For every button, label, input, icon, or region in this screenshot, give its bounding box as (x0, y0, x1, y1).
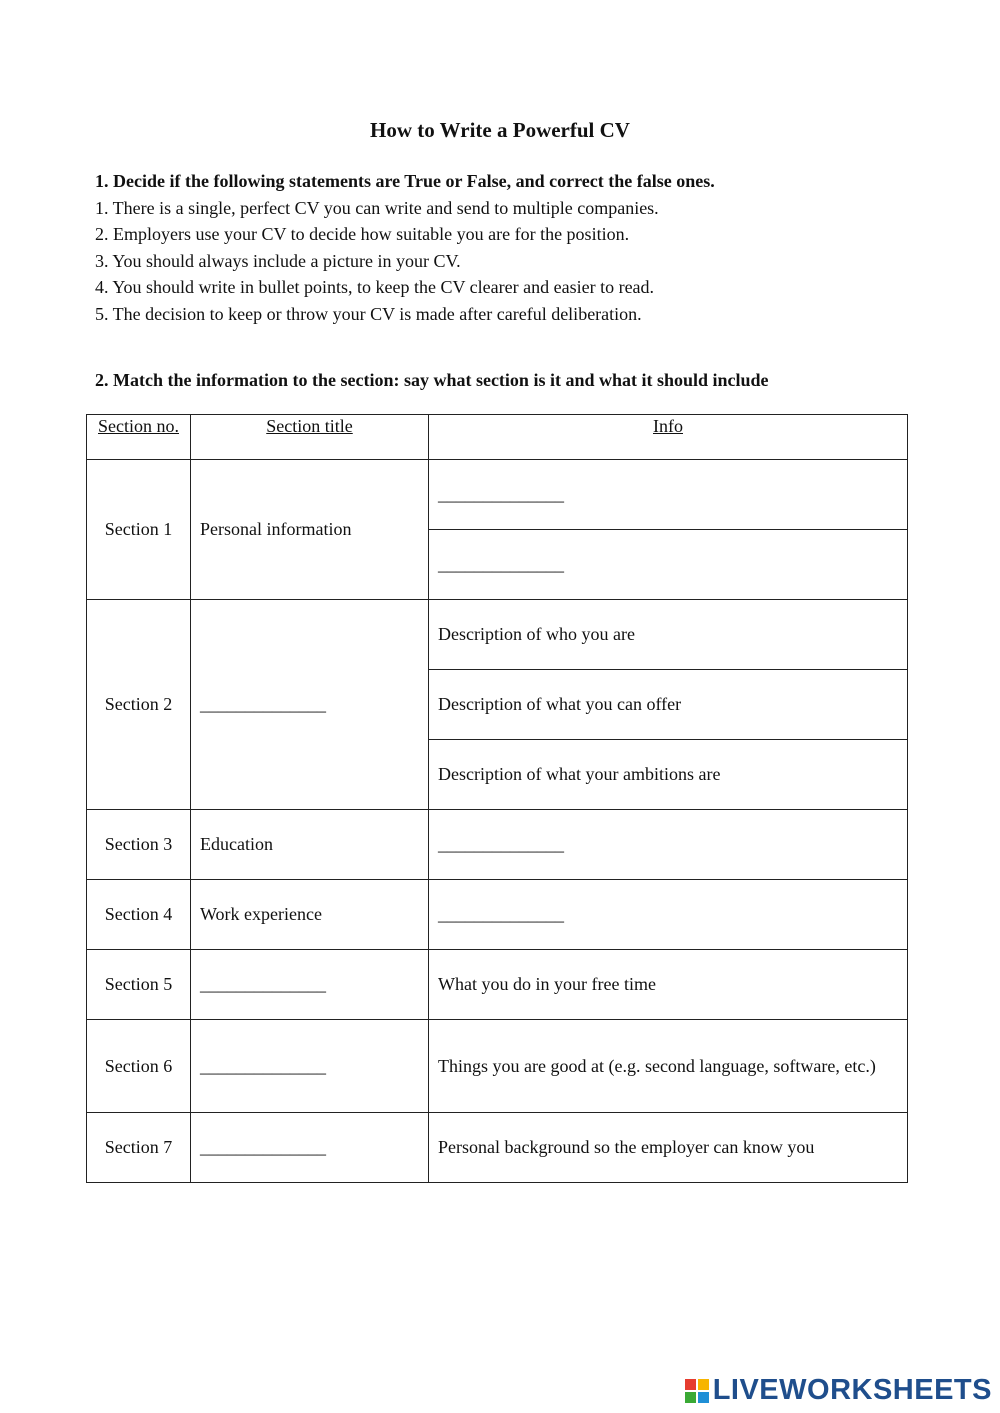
section-number: Section 2 (87, 600, 191, 810)
exercise-1-heading: 1. Decide if the following statements are True or False, and correct the false ones. (95, 171, 715, 191)
header-section-title: Section title (191, 415, 429, 460)
section-title-blank[interactable]: ______________ (191, 1113, 429, 1183)
section-number: Section 7 (87, 1113, 191, 1183)
brand-name: LIVEWORKSHEETS (712, 1374, 992, 1406)
info-blank[interactable]: ______________ (429, 460, 908, 530)
section-title: Education (191, 810, 429, 880)
section-title-blank[interactable]: ______________ (191, 950, 429, 1020)
logo-square (698, 1392, 709, 1403)
section-title: Work experience (191, 880, 429, 950)
statement: 2. Employers use your CV to decide how suitable you are for the position. (95, 224, 630, 244)
info-text: Description of who you are (429, 600, 908, 670)
table-row (87, 950, 908, 1020)
info-text: Personal background so the employer can know you (429, 1113, 908, 1183)
section-number: Section 3 (87, 810, 191, 880)
header-section-no: Section no. (87, 415, 191, 460)
statement: 5. The decision to keep or throw your CV is made after careful deliberation. (95, 303, 642, 324)
section-number: Section 1 (87, 460, 191, 600)
table-row (87, 600, 908, 670)
logo-squares-icon (685, 1379, 709, 1403)
info-text: Description of what your ambitions are (429, 740, 908, 810)
info-text: What you do in your free time (429, 950, 908, 1020)
table-row (87, 1020, 908, 1113)
section-number: Section 4 (87, 880, 191, 950)
page-title: How to Write a Powerful CV (370, 118, 630, 142)
statement: 1. There is a single, perfect CV you can write and send to multiple companies. (95, 197, 659, 218)
table-row (87, 460, 908, 530)
section-number: Section 6 (87, 1020, 191, 1113)
section-title: Personal information (191, 460, 429, 600)
section-title-blank[interactable]: ______________ (191, 1020, 429, 1113)
exercise-1 (95, 168, 715, 327)
info-blank[interactable]: ______________ (429, 530, 908, 600)
exercise-2-heading: 2. Match the information to the section: say what section is it and what it should include (95, 370, 769, 390)
statement: 3. You should always include a picture in your CV. (95, 250, 461, 271)
logo-square (698, 1379, 709, 1390)
statement: 4. You should write in bullet points, to keep the CV clearer and easier to read. (95, 277, 655, 297)
logo-square (685, 1379, 696, 1390)
info-blank[interactable]: ______________ (429, 810, 908, 880)
table-row (87, 1113, 908, 1183)
info-text: Things you are good at (e.g. second language, software, etc.) (429, 1020, 908, 1113)
table-row (87, 810, 908, 880)
info-blank[interactable]: ______________ (429, 880, 908, 950)
table-row (87, 880, 908, 950)
logo-square (685, 1392, 696, 1403)
table-header-row (87, 415, 908, 460)
header-info: Info (429, 415, 908, 460)
info-text: Description of what you can offer (429, 670, 908, 740)
liveworksheets-logo (685, 1374, 992, 1407)
matching-table (86, 414, 908, 1183)
section-number: Section 5 (87, 950, 191, 1020)
section-title-blank[interactable]: ______________ (191, 600, 429, 810)
